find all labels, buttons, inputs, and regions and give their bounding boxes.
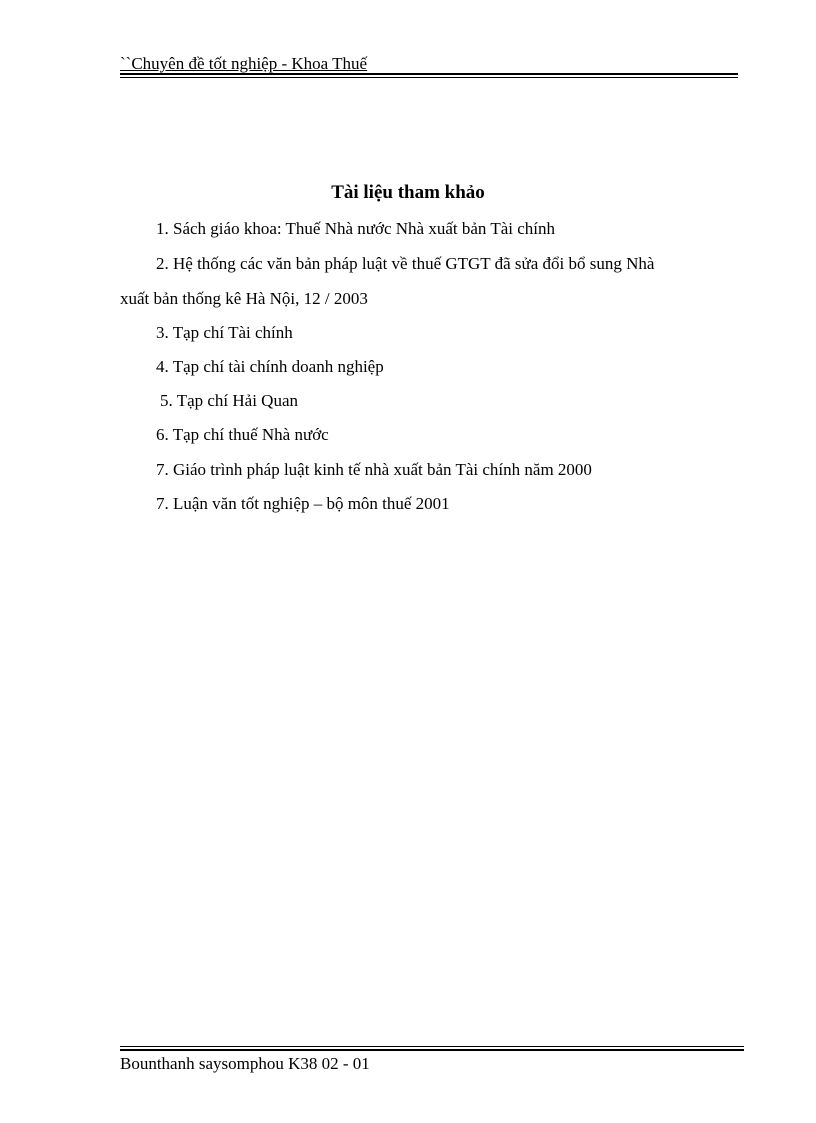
reference-item-1: 1. Sách giáo khoa: Thuế Nhà nước Nhà xuất bản Tài chính — [156, 219, 556, 238]
header-rule-thin — [120, 77, 738, 78]
reference-item-2: 2. Hệ thống các văn bản pháp luật về thuế GTGT đã sửa đổi bổ sung Nhà — [156, 254, 655, 273]
reference-item-7: 7. Giáo trình pháp luật kinh tế nhà xuất bản Tài chính năm 2000 — [156, 460, 592, 479]
reference-item-6: 6. Tạp chí thuế Nhà nước — [156, 425, 329, 444]
page-header — [120, 54, 738, 78]
page-footer — [120, 1046, 744, 1075]
reference-item-4: 4. Tạp chí tài chính doanh nghiệp — [156, 357, 384, 376]
footer-text: Bounthanh saysomphou K38 02 - 01 — [120, 1054, 370, 1073]
footer-rule-thick — [120, 1049, 744, 1051]
reference-item-5: 5. Tạp chí Hải Quan — [160, 391, 299, 410]
header-text: ``Chuyên đề tốt nghiệp - Khoa Thuế — [120, 54, 368, 73]
page-title: Tài liệu tham khảo — [331, 182, 485, 203]
reference-item-8: 7. Luận văn tốt nghiệp – bộ môn thuế 2001 — [156, 494, 450, 513]
reference-item-2-continued: xuất bản thống kê Hà Nội, 12 / 2003 — [120, 289, 368, 308]
footer-rule-thin — [120, 1046, 744, 1047]
reference-item-3: 3. Tạp chí Tài chính — [156, 323, 293, 342]
